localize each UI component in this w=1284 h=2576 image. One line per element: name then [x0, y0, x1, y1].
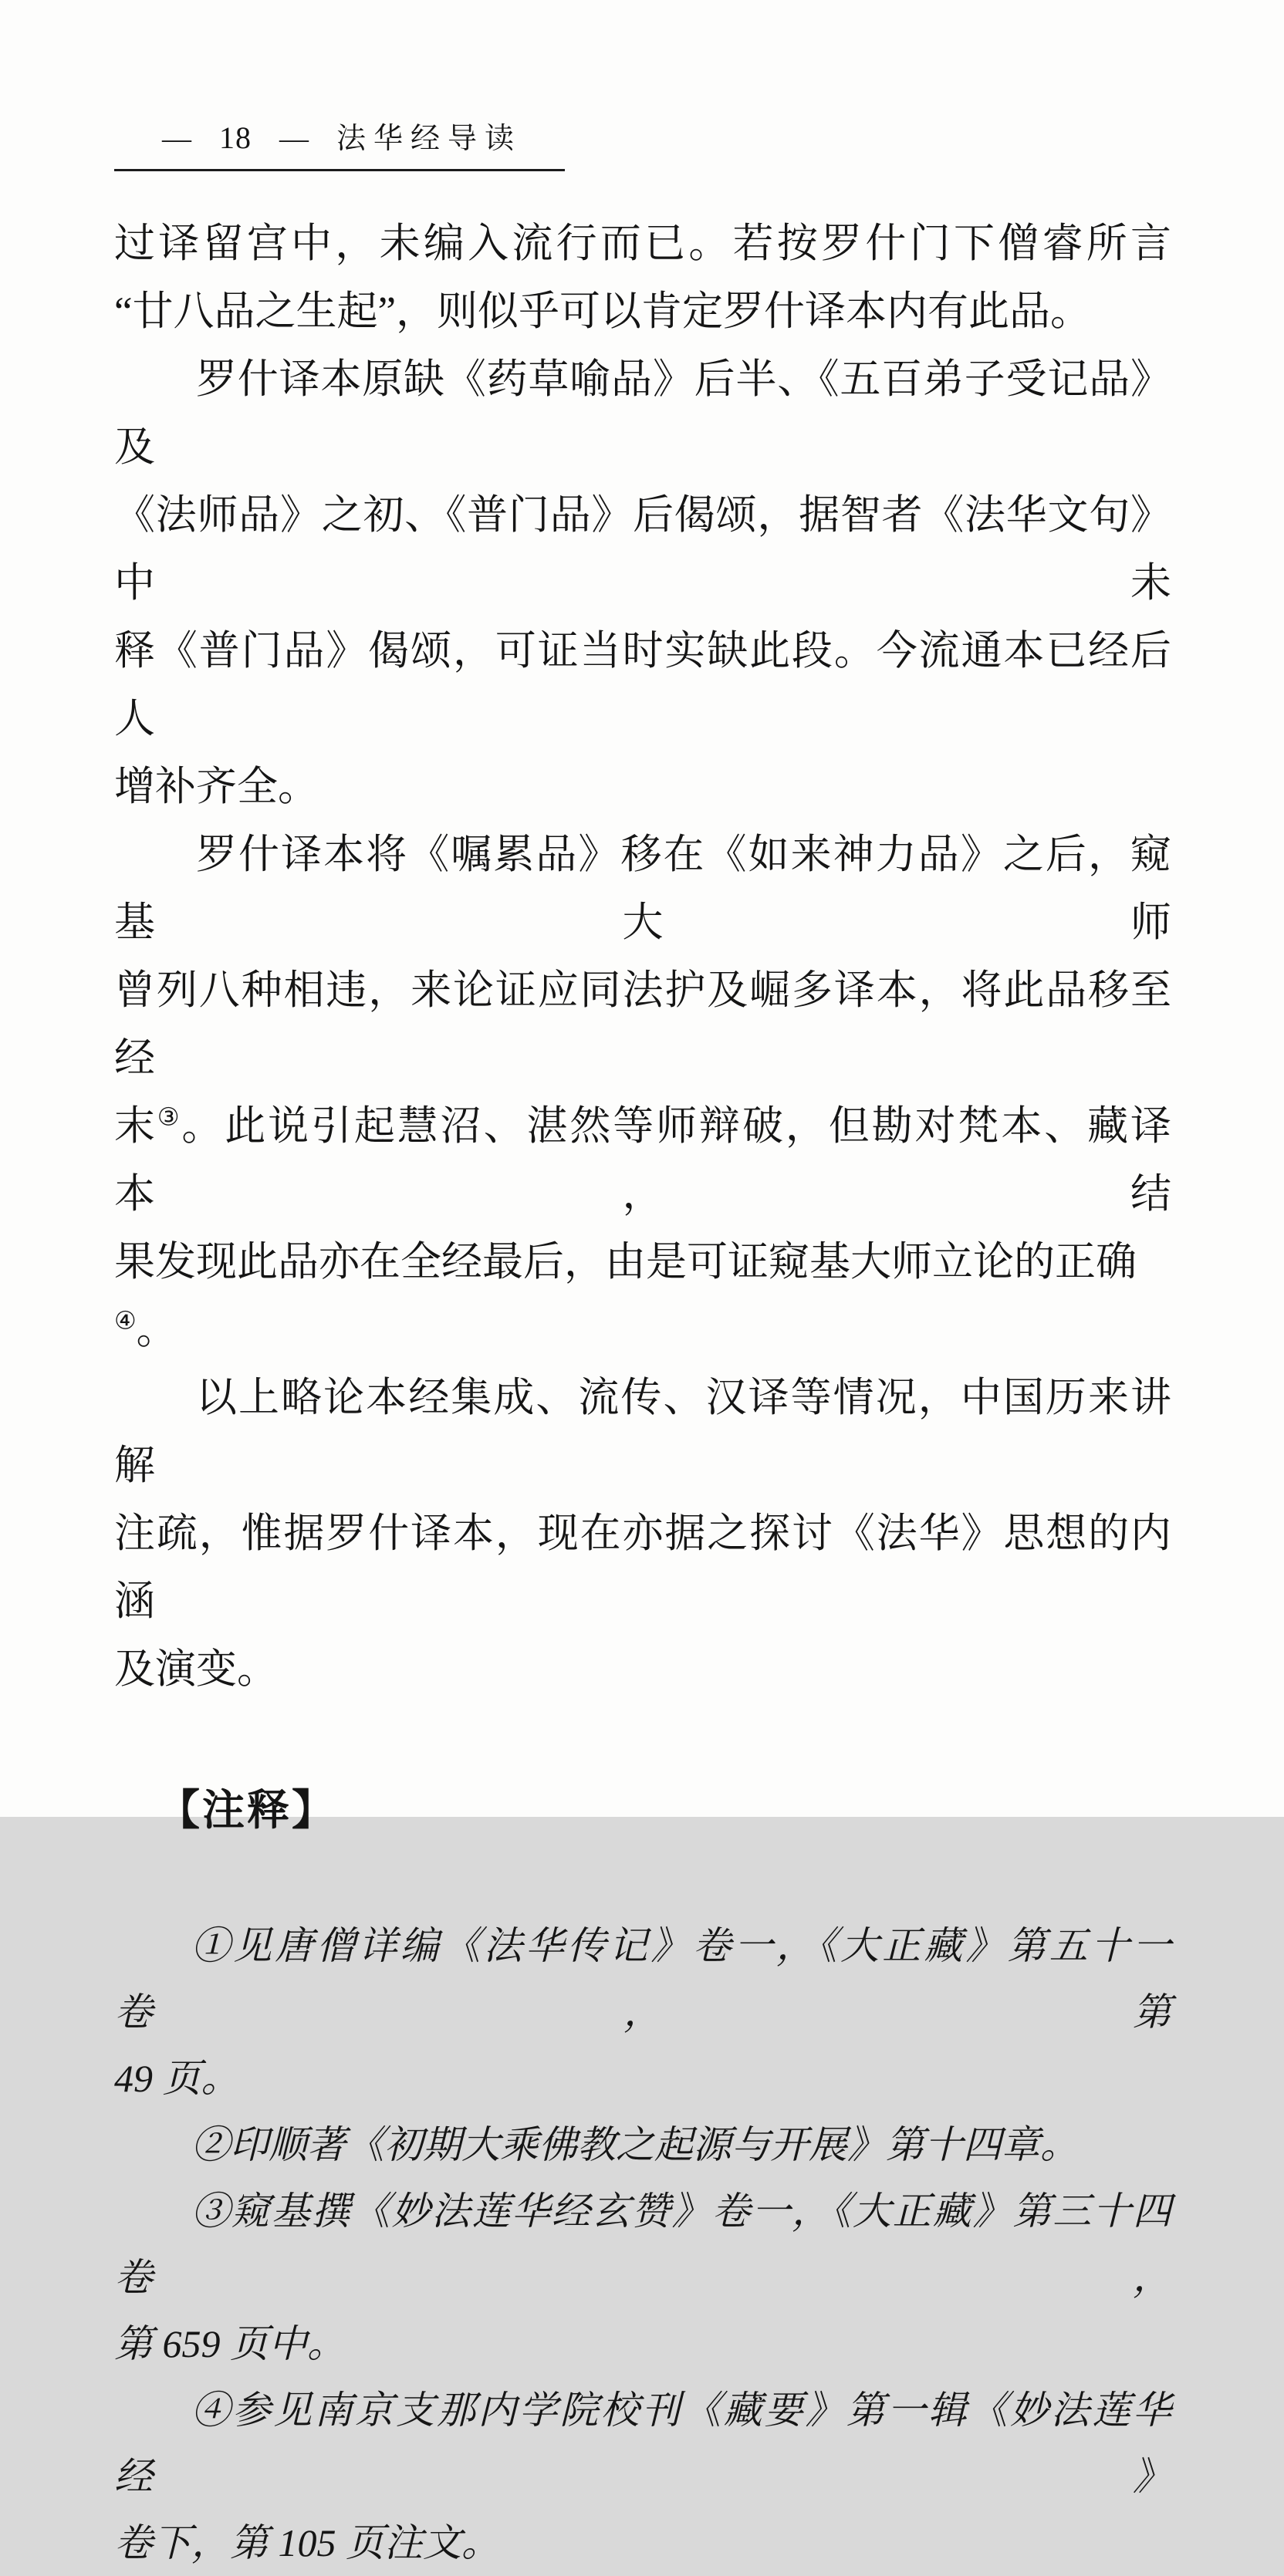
note-line: ②印顺著《初期大乘佛教之起源与开展》第十四章。: [191, 2123, 1079, 2166]
body-line-text: 。此说引起慧沼、湛然等师辩破，但勘对梵本、藏译本，结: [114, 1104, 1172, 1217]
notes-section: [114, 1913, 1171, 2576]
note-line: 卷下，第 105 页注文。: [114, 2521, 500, 2564]
body-line-text: 果发现此品亦在全经最后，由是可证窥基大师立论的正确: [114, 1240, 1137, 1285]
note-line: ①见唐僧详编《法华传记》卷一，《大正藏》第五十一卷，第: [114, 1924, 1171, 2034]
body-line: 注疏，惟据罗什译本，现在亦据之探讨《法华》思想的内涵: [114, 1511, 1171, 1624]
body-line: 《法师品》之初、《普门品》后偈颂，据智者《法华文句》中未: [114, 493, 1171, 606]
header-dash-right: —: [279, 123, 309, 155]
body-line-text: 。: [136, 1308, 177, 1352]
note-line: 49 页。: [114, 2057, 240, 2100]
note-line: ③窥基撰《妙法莲华经玄赞》卷一，《大正藏》第三十四卷，: [114, 2189, 1171, 2299]
footnote-ref-4: ④: [114, 1307, 137, 1335]
body-line: 罗什译本将《嘱累品》移在《如来神力品》之后，窥基大师: [114, 832, 1171, 945]
notes-heading: 【注释】: [157, 1787, 337, 1834]
body-line: 曾列八种相违，来论证应同法护及崛多译本，将此品移至经: [114, 968, 1171, 1081]
body-line: 增补齐全。: [114, 765, 319, 809]
body-text: [114, 210, 1171, 1703]
page-number: 18: [219, 120, 252, 155]
note-line: ④参见南京支那内学院校刊《藏要》第一辑《妙法莲华经》: [114, 2389, 1171, 2498]
body-line: [114, 1092, 1171, 1228]
body-line: 及演变。: [114, 1647, 278, 1692]
body-line: 释《普门品》偈颂，可证当时实缺此段。今流通本已经后人: [114, 629, 1171, 741]
body-line: 罗什译本原缺《药草喻品》后半、《五百弟子受记品》及: [114, 357, 1171, 470]
footnote-ref-3: ③: [157, 1103, 182, 1131]
body-line: 过译留宫中，未编入流行而已。若按罗什门下僧睿所言: [114, 221, 1171, 266]
body-line: 以上略论本经集成、流传、汉译等情况，中国历来讲解: [114, 1376, 1171, 1488]
body-line: “廿八品之生起”，则似乎可以肯定罗什译本内有此品。: [114, 289, 1092, 334]
book-title: 法华经导读: [336, 123, 522, 155]
body-line: [114, 1228, 1171, 1364]
note-line: 第 659 页中。: [114, 2322, 346, 2365]
header-dash-left: —: [162, 123, 191, 155]
page-header: [114, 114, 565, 171]
body-line-text: 末: [114, 1104, 157, 1149]
